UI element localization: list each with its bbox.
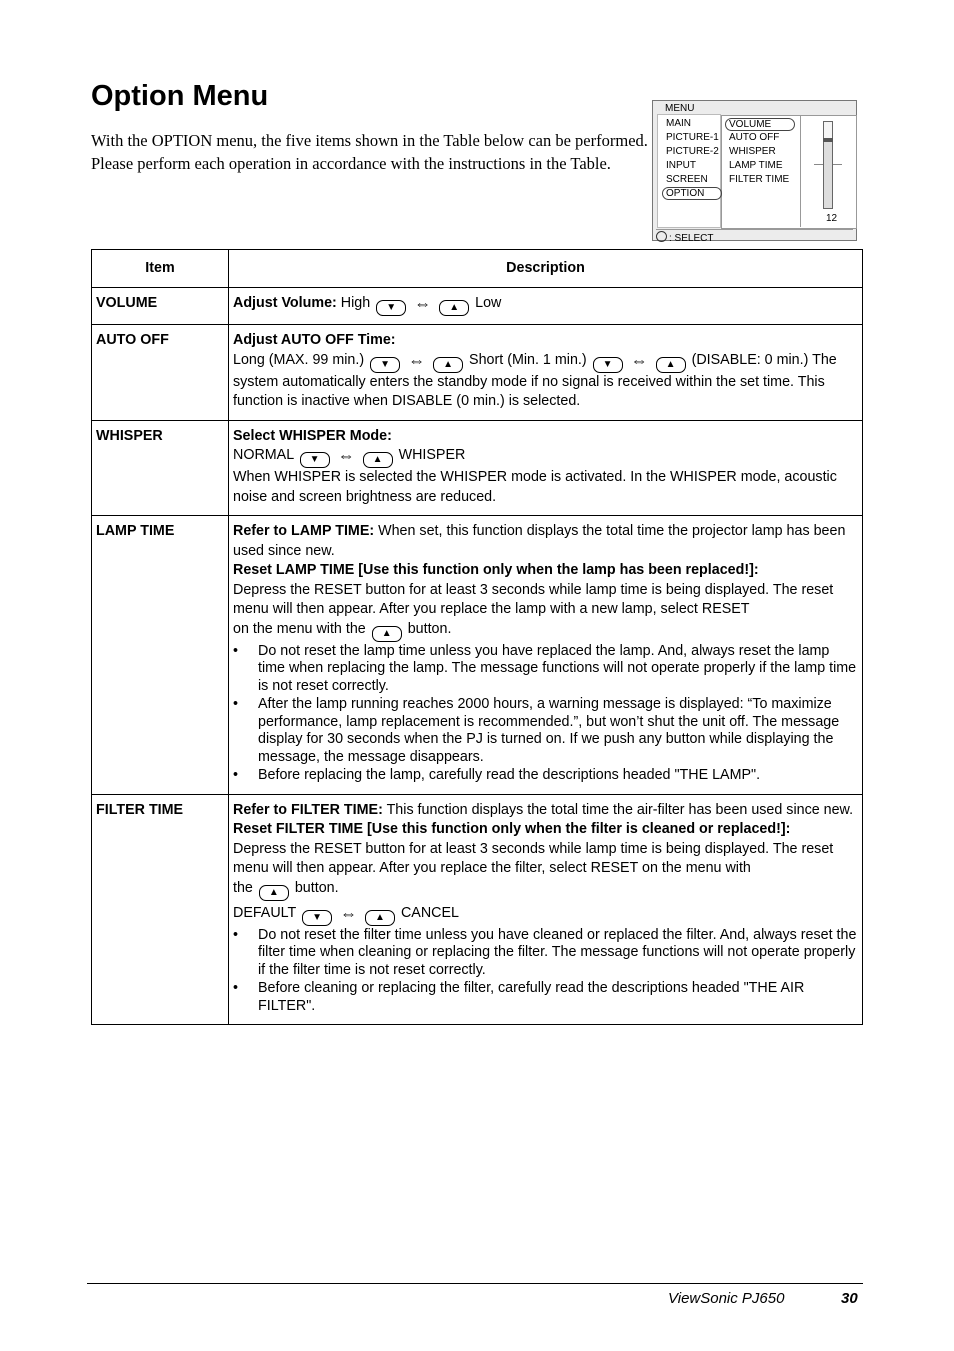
footer-brand: ViewSonic PJ650 <box>668 1290 785 1307</box>
menu-item-picture-2: PICTURE-2 <box>666 146 719 157</box>
volume-value: 12 <box>826 213 838 224</box>
filter-default: DEFAULT <box>233 904 297 921</box>
filter-text-1: This function displays the total time the air-filter has been used since new. <box>386 801 854 818</box>
auto-off-long: Long (MAX. 99 min.) <box>233 351 365 368</box>
table-row-whisper <box>92 420 863 516</box>
intro-line-1: With the OPTION menu, the five items shown in the Table below can be performed. <box>91 131 648 150</box>
whisper-mode: WHISPER <box>398 447 466 463</box>
menu-option-auto-off: AUTO OFF <box>729 132 780 143</box>
menu-item-option: OPTION <box>662 187 722 200</box>
menu-item-main: MAIN <box>666 118 691 129</box>
menu-header: MENU <box>665 103 695 114</box>
whisper-heading: Select WHISPER Mode: <box>233 427 392 444</box>
list-item: • Before replacing the lamp, carefully read the descriptions headed "THE LAMP". <box>233 767 858 785</box>
menu-footer <box>656 229 853 244</box>
down-button-icon: ▼ <box>300 452 330 468</box>
menu-option-whisper: WHISPER <box>729 146 776 157</box>
item-lamp-time: LAMP TIME <box>92 516 229 795</box>
page-number: 30 <box>841 1290 858 1307</box>
page-title: Option Menu <box>91 80 269 112</box>
up-button-icon: ▲ <box>365 910 395 926</box>
filter-heading-2: Reset FILTER TIME [Use this function only when the filter is cleaned or replaced!]: <box>233 821 791 837</box>
filter-text-3b: button. <box>294 879 339 896</box>
lamp-text-2: Depress the RESET button for at least 3 seconds while lamp time is being displayed. The reset menu will then appear. After you replace the lamp with a new lamp, select RESET <box>233 581 834 617</box>
up-button-icon: ▲ <box>372 626 402 642</box>
volume-slider-fill <box>824 139 832 208</box>
table-row-volume <box>92 288 863 325</box>
item-filter-time: FILTER TIME <box>92 794 229 1025</box>
lamp-heading-1: Refer to LAMP TIME: <box>233 523 375 539</box>
list-item: • Do not reset the filter time unless you have cleaned or replaced the filter. And, always reset the filter time when cleaning or replacing the filter. The message functions will not operate properly if the filter time is not reset correctly. <box>233 927 858 980</box>
table-row-auto-off <box>92 325 863 421</box>
list-item: • Before cleaning or replacing the filter, carefully read the descriptions headed "THE AIR FILTER". <box>233 980 858 1015</box>
swap-arrow-icon: ⇔ <box>408 350 426 370</box>
table-header-row <box>92 250 863 288</box>
down-button-icon: ▼ <box>376 300 406 316</box>
filter-text-3a: the <box>233 879 253 896</box>
auto-off-disable: (DISABLE: 0 min.) <box>691 351 809 368</box>
volume-heading: Adjust Volume: <box>233 295 337 311</box>
list-item: • After the lamp running reaches 2000 hours, a warning message is displayed: “To maximize performance, lamp replacement is recommended.”, but won’t shut the unit off. The message display for 30 seconds when the PJ is turned on. If we push any button while displaying the message, the message disappears. <box>233 696 858 766</box>
whisper-normal: NORMAL <box>233 447 294 463</box>
down-button-icon: ▼ <box>370 357 400 373</box>
menu-item-screen: SCREEN <box>666 174 708 185</box>
down-button-icon: ▼ <box>593 357 623 373</box>
volume-slider-knob <box>823 138 833 142</box>
up-button-icon: ▲ <box>259 885 289 901</box>
intro-text <box>91 131 651 177</box>
lamp-heading-2: Reset LAMP TIME [Use this function only when the lamp has been replaced!]: <box>233 562 759 578</box>
menu-main-list <box>666 117 722 200</box>
auto-off-short: Short (Min. 1 min.) <box>469 351 587 368</box>
desc-volume <box>229 288 863 325</box>
col-header-item: Item <box>92 250 229 288</box>
volume-high: High <box>340 295 371 311</box>
up-button-icon: ▲ <box>439 300 469 316</box>
up-button-icon: ▲ <box>433 357 463 373</box>
desc-auto-off <box>229 325 863 421</box>
up-button-icon: ▲ <box>363 452 393 468</box>
auto-off-text: The system automatically enters the standby mode if no signal is received within the set time. This function is inactive when DISABLE (0 min.) is selected. <box>233 351 837 409</box>
table-row-filter-time <box>92 794 863 1025</box>
auto-off-heading: Adjust AUTO OFF Time: <box>233 332 396 348</box>
col-header-description: Description <box>229 250 863 288</box>
whisper-text: When WHISPER is selected the WHISPER mode is activated. In the WHISPER mode, acoustic noise and screen brightness are reduced. <box>233 469 837 505</box>
lamp-text-1: When set, this function displays the total time the projector lamp has been used since new. <box>233 523 846 559</box>
filter-notes <box>233 927 858 1016</box>
filter-text-2: Depress the RESET button for at least 3 seconds while lamp time is being displayed. The reset menu will then appear. After you replace the filter, select RESET on the menu with <box>233 840 834 876</box>
lamp-notes <box>233 643 858 785</box>
select-button-icon <box>656 231 667 242</box>
swap-arrow-icon: ⇔ <box>630 350 648 370</box>
up-button-icon: ▲ <box>656 357 686 373</box>
item-whisper: WHISPER <box>92 420 229 516</box>
volume-slider <box>823 121 833 209</box>
swap-arrow-icon: ⇔ <box>414 294 432 313</box>
lamp-text-3a: on the menu with the <box>233 620 366 637</box>
option-table <box>91 249 863 1025</box>
filter-heading-1: Refer to FILTER TIME: <box>233 801 383 818</box>
item-auto-off: AUTO OFF <box>92 325 229 421</box>
menu-option-filter-time: FILTER TIME <box>729 174 790 185</box>
lamp-text-3b: button. <box>407 620 452 637</box>
desc-whisper <box>229 420 863 516</box>
table-row-lamp-time <box>92 516 863 795</box>
menu-item-input: INPUT <box>666 160 696 171</box>
desc-lamp-time <box>229 516 863 795</box>
menu-item-picture-1: PICTURE-1 <box>666 132 719 143</box>
list-item: • Do not reset the lamp time unless you have replaced the lamp. And, always reset the lamp time when replacing the lamp. The message functions will not operate properly if the lamp time is not reset correctly. <box>233 643 858 696</box>
item-volume: VOLUME <box>92 288 229 325</box>
menu-footer-label: : SELECT <box>669 233 714 244</box>
footer-rule <box>87 1283 863 1284</box>
menu-option-list <box>729 118 795 187</box>
down-button-icon: ▼ <box>302 910 332 926</box>
desc-filter-time <box>229 794 863 1025</box>
menu-option-volume: VOLUME <box>725 118 795 131</box>
volume-low: Low <box>475 295 502 311</box>
intro-line-2: Please perform each operation in accordance with the instructions in the Table. <box>91 154 611 173</box>
swap-arrow-icon: ⇔ <box>337 446 355 465</box>
menu-option-lamp-time: LAMP TIME <box>729 160 783 171</box>
filter-cancel: CANCEL <box>400 904 459 921</box>
option-menu-screenshot <box>652 100 857 244</box>
swap-arrow-icon: ⇔ <box>340 903 357 923</box>
